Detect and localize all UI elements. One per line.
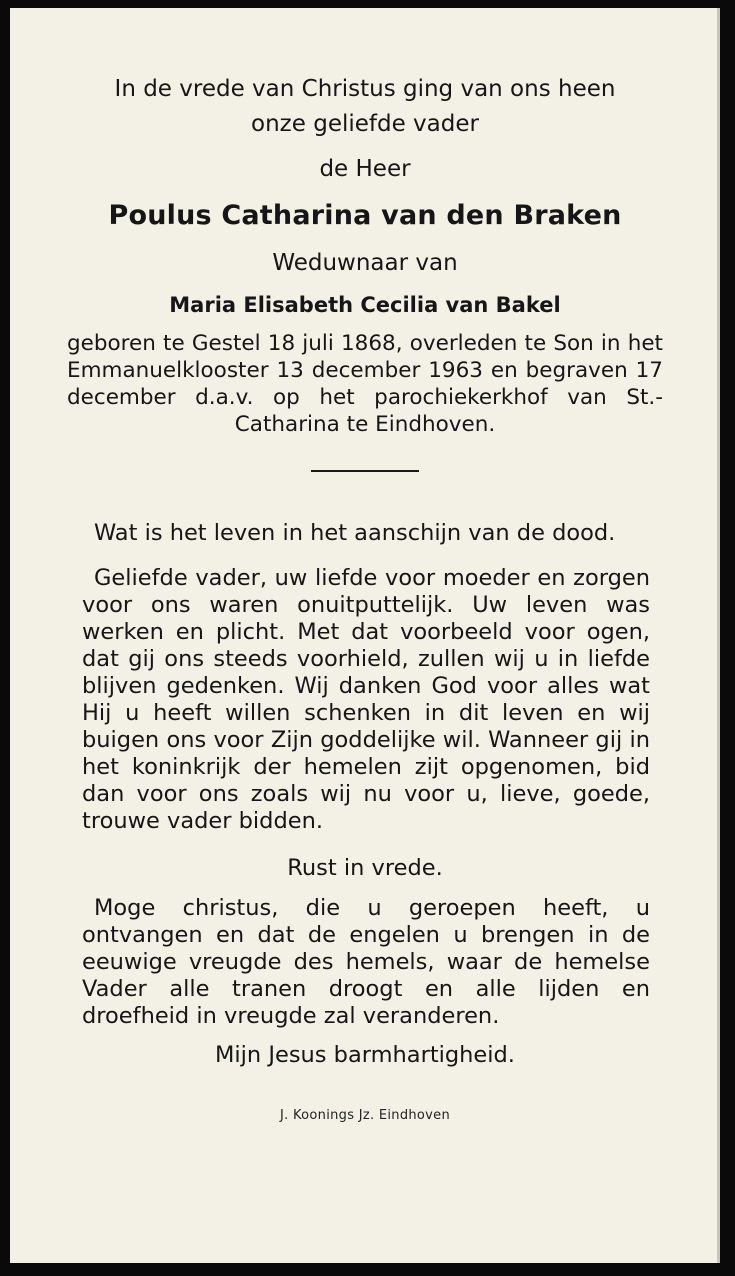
widower-of-label: Weduwnaar van: [272, 250, 458, 276]
printer-imprint: J. Koonings Jz. Eindhoven: [280, 1108, 450, 1123]
rest-in-peace: Rust in vrede.: [287, 855, 443, 881]
deceased-name: Poulus Catharina van den Braken: [108, 200, 622, 231]
quote-text: Wat is het leven in het aanschijn van de dood.: [94, 520, 616, 546]
paragraph-tribute: Geliefde vader, uw liefde voor moeder en zorgen voor ons waren onuitputtelijk. Uw leven was werken en plicht. Met dat voorbeeld voor ogen, dat gij ons steeds voorhield, zullen wij u in liefde blijven gedenken. Wij danken God voor alles wat Hij u heeft willen schenken in dit leven en wij buigen ons voor Zijn goddelijke wil. Wanneer gij in het koninkrijk der hemelen zijt opgenomen, bid dan voor ons zoals wij nu voor u, lieve, goede, trouwe vader bidden.: [82, 565, 650, 834]
paragraph-prayer: Moge christus, die u geroepen heeft, u ontvangen en dat de engelen u brengen in de eeuwige vreugde des hemels, waar de hemelse Vader alle tranen droogt en alle lijden en droefheid in vreugde zal veranderen.: [82, 895, 650, 1029]
birth-death-details: geboren te Gestel 18 juli 1868, overleden te Son in het Emmanuelklooster 13 december 1963 en begraven 17 december d.a.v. op het parochiekerkhof van St.-Catharina te Eindhoven.: [67, 331, 663, 437]
card-content: [67, 72, 663, 1123]
closing-prayer: Mijn Jesus barmhartigheid.: [215, 1042, 515, 1068]
divider-line: [311, 470, 419, 472]
intro-line-2: onze geliefde vader: [251, 111, 479, 137]
spouse-name: Maria Elisabeth Cecilia van Bakel: [169, 293, 561, 317]
memorial-card: [10, 8, 720, 1263]
honorific: de Heer: [319, 156, 411, 182]
intro-line-1: In de vrede van Christus ging van ons heen: [114, 76, 616, 102]
